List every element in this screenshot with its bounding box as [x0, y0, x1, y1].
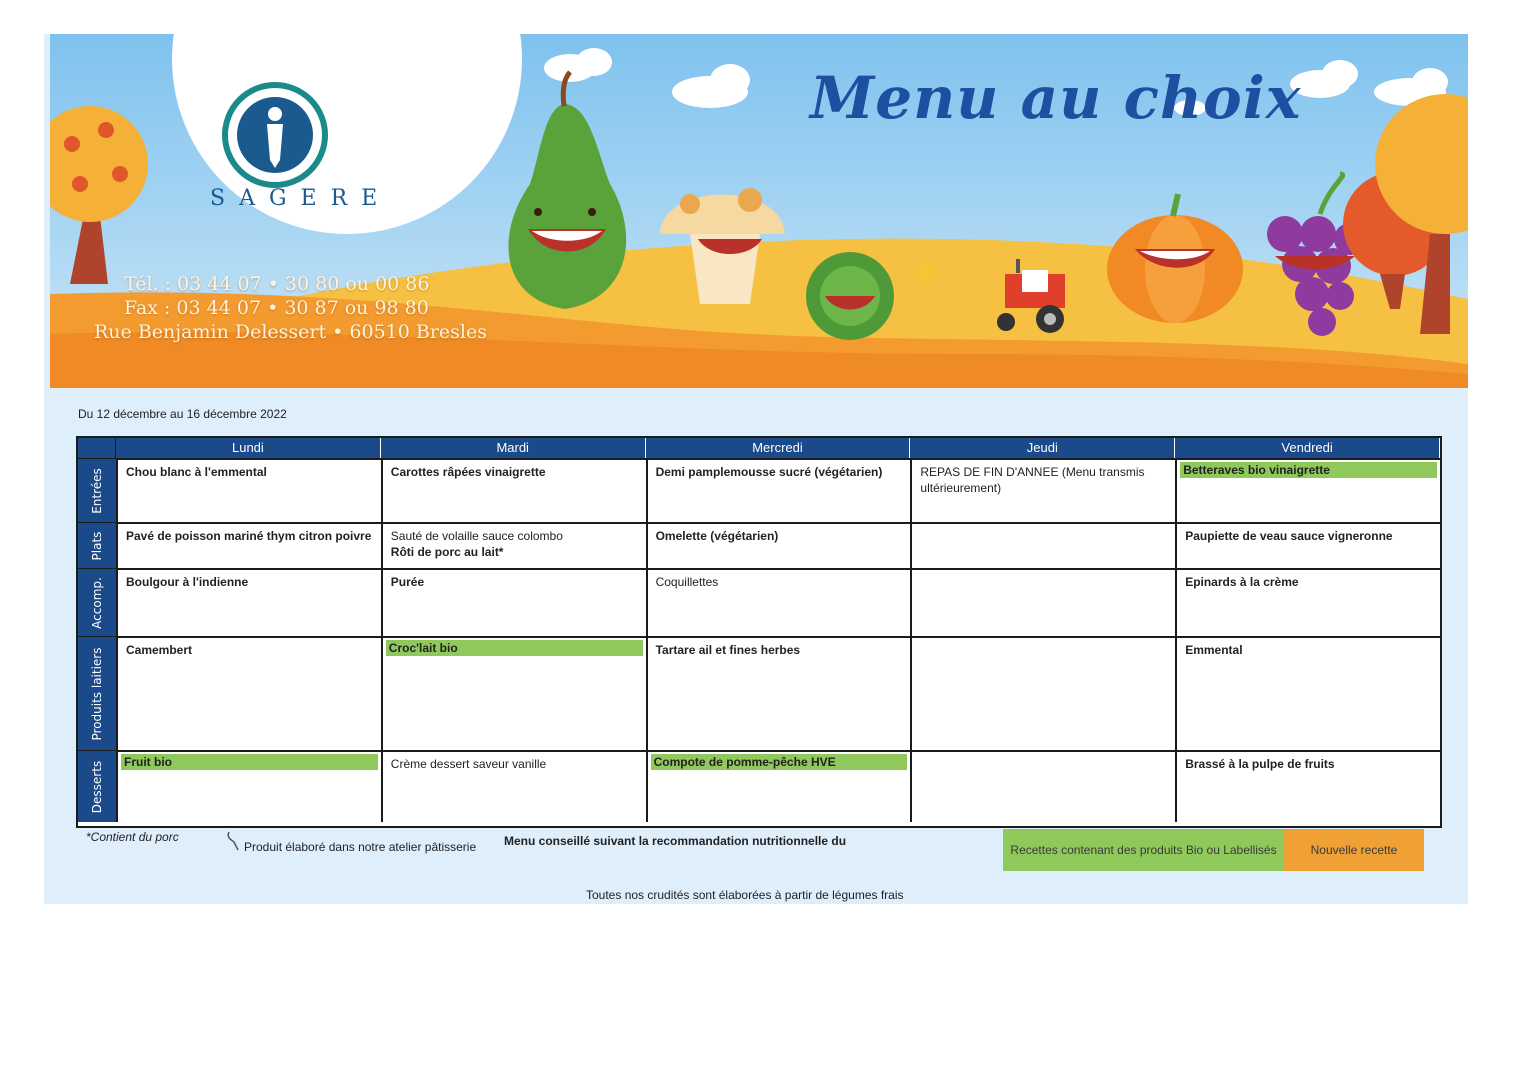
- menu-cell: [381, 568, 646, 636]
- row-header-label: Produits laitiers: [90, 647, 104, 740]
- menu-cell: [910, 522, 1175, 568]
- dish-bio: Compote de pomme-pêche HVE: [651, 754, 908, 770]
- phone-line: Tél. : 03 44 07 • 30 80 ou 00 86: [124, 273, 430, 295]
- menu-cell: [910, 636, 1175, 750]
- day-header-jeudi: Jeudi: [910, 438, 1175, 458]
- day-header-lundi: Lundi: [116, 438, 381, 458]
- row-header-label: Plats: [90, 531, 104, 560]
- dish: Demi pamplemousse sucré (végétarien): [655, 465, 883, 479]
- row-header: [78, 522, 116, 568]
- dish: Crème dessert saveur vanille: [390, 757, 547, 771]
- legend-bio: [1003, 829, 1284, 871]
- menu-cell: [646, 568, 911, 636]
- menu-cell: [910, 750, 1175, 822]
- dish: Coquillettes: [655, 575, 719, 589]
- menu-cell: [646, 522, 911, 568]
- menu-cell: [381, 750, 646, 822]
- row-header: [78, 568, 116, 636]
- table-corner: [78, 438, 116, 458]
- row-header: [78, 458, 116, 522]
- menu-cell: [381, 522, 646, 568]
- dish: REPAS DE FIN D'ANNEE (Menu transmis ultérieurement): [920, 465, 1145, 495]
- day-header-mardi: Mardi: [381, 438, 646, 458]
- row-header-label: Desserts: [90, 760, 104, 813]
- dish: Brassé à la pulpe de fruits: [1185, 757, 1335, 771]
- dish: Omelette (végétarien): [655, 529, 779, 543]
- day-header-vendredi: Vendredi: [1175, 438, 1440, 458]
- dish: Tartare ail et fines herbes: [655, 643, 801, 657]
- menu-cell: [381, 458, 646, 522]
- legend-new-recipe: [1284, 829, 1424, 871]
- dish-bio: Croc'lait bio: [386, 640, 643, 656]
- menu-cell: [910, 458, 1175, 522]
- row-header-label: Entrées: [90, 467, 104, 514]
- row-header-label: Accomp.: [90, 576, 104, 629]
- dish: Boulgour à l'indienne: [126, 575, 249, 589]
- dish: Carottes râpées vinaigrette: [390, 465, 546, 479]
- dish-bio: Betteraves bio vinaigrette: [1180, 462, 1437, 478]
- menu-cell: [116, 636, 381, 750]
- brand-name: SAGERE: [210, 186, 392, 211]
- dish: Camembert: [126, 643, 193, 657]
- dish: Purée: [390, 575, 425, 589]
- menu-cell: [381, 636, 646, 750]
- row-header: [78, 750, 116, 822]
- fax-line: Fax : 03 44 07 • 30 87 ou 98 80: [124, 297, 429, 319]
- menu-title: Menu au choix: [810, 64, 1302, 132]
- menu-cell: [1175, 522, 1440, 568]
- address-line: Rue Benjamin Delessert • 60510 Bresles: [94, 321, 487, 343]
- menu-cell: [910, 568, 1175, 636]
- menu-cell: [646, 458, 911, 522]
- menu-cell: [116, 458, 381, 522]
- legend-bio-label: Recettes contenant des produits Bio ou Labellisés: [1010, 842, 1277, 857]
- contact-block: [94, 272, 487, 344]
- menu-cell: [646, 636, 911, 750]
- menu-cell: [116, 568, 381, 636]
- menu-cell: [1175, 750, 1440, 822]
- dish-bio: Fruit bio: [121, 754, 378, 770]
- dish: Paupiette de veau sauce vigneronne: [1185, 529, 1393, 543]
- pastry-note: Produit élaboré dans notre atelier pâtisserie: [244, 840, 477, 854]
- dish: Emmental: [1185, 643, 1243, 657]
- menu-period: Du 12 décembre au 16 décembre 2022: [78, 407, 287, 421]
- whisk-icon: [226, 830, 240, 852]
- pear-character: [508, 72, 626, 309]
- recommendation-note: Menu conseillé suivant la recommandation nutritionnelle du: [504, 834, 847, 848]
- dish: Chou blanc à l'emmental: [126, 465, 267, 479]
- header-banner: [50, 34, 1468, 388]
- row-header: [78, 636, 116, 750]
- menu-table: [76, 436, 1442, 828]
- pumpkin-character: [1107, 194, 1243, 323]
- menu-cell: [116, 522, 381, 568]
- pork-note: *Contient du porc: [86, 830, 179, 844]
- menu-sheet: [44, 34, 1468, 904]
- legend-new-label: Nouvelle recette: [1310, 843, 1398, 857]
- menu-cell: [646, 750, 911, 822]
- dish: Sauté de volaille sauce colombo: [390, 529, 563, 543]
- menu-cell: [116, 750, 381, 822]
- dish: Epinards à la crème: [1185, 575, 1299, 589]
- menu-cell: [1175, 458, 1440, 522]
- dish: Rôti de porc au lait*: [390, 545, 504, 559]
- sagere-logo: [220, 80, 330, 190]
- menu-cell: [1175, 568, 1440, 636]
- crudites-note: Toutes nos crudités sont élaborées à partir de légumes frais: [586, 888, 904, 902]
- dish: Pavé de poisson mariné thym citron poivre: [126, 529, 372, 543]
- day-header-mercredi: Mercredi: [646, 438, 911, 458]
- menu-cell: [1175, 636, 1440, 750]
